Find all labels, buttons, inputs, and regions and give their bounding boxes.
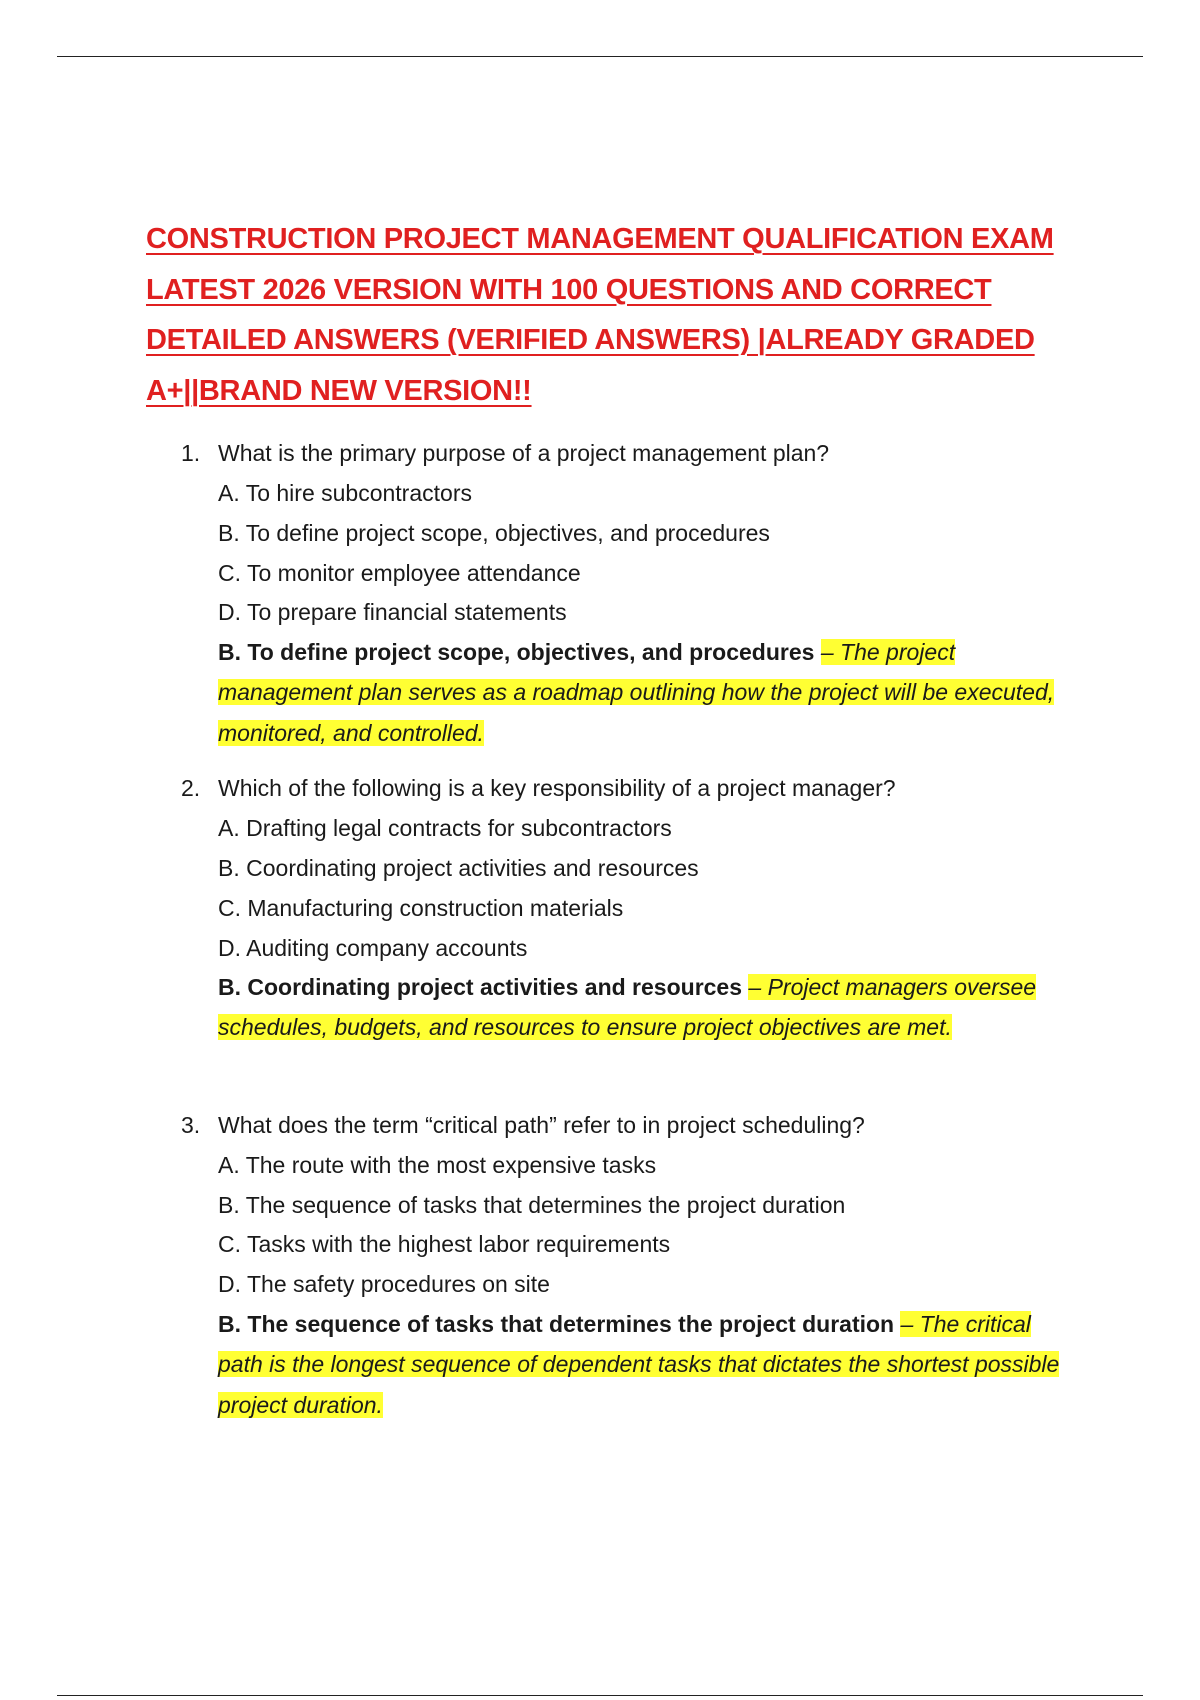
correct-answer: B. Coordinating project activities and resources [218,974,743,1000]
option-d: D. To prepare financial statements [218,599,567,625]
option-b: B. To define project scope, objectives, and procedures [218,520,770,546]
answer-explanation: – The critical path is the longest sequence of dependent tasks that dictates the shortest possible project duration. [218,1311,1060,1418]
option-b: B. Coordinating project activities and resources [218,855,699,881]
answer-explanation: – Project managers oversee schedules, budgets, and resources to ensure project objectives are met. [218,974,1037,1041]
option-d: D. Auditing company accounts [218,935,528,961]
option-d: D. The safety procedures on site [218,1271,550,1297]
option-b: B. The sequence of tasks that determines the project duration [218,1192,846,1218]
answer-block [218,632,1078,753]
option-c: C. Tasks with the highest labor requirements [218,1231,671,1257]
question-number: 1. [181,440,201,466]
option-c: C. To monitor employee attendance [218,560,581,586]
document-title: CONSTRUCTION PROJECT MANAGEMENT QUALIFICATION EXAM LATEST 2026 VERSION WITH 100 QUESTIONS AND CORRECT DETAILED ANSWERS (VERIFIED ANSWERS) |ALREADY GRADED A+||BRAND NEW VERSION!! [146,223,1054,407]
correct-answer: B. The sequence of tasks that determines the project duration [218,1311,895,1337]
correct-answer: B. To define project scope, objectives, and procedures [218,639,815,665]
answer-block [218,967,1078,1048]
answer-block [218,1304,1078,1425]
top-rule [57,56,1143,57]
question-text: Which of the following is a key responsibility of a project manager? [218,775,896,801]
option-c: C. Manufacturing construction materials [218,895,624,921]
bottom-rule [57,1695,1143,1696]
question-number: 2. [181,775,201,801]
option-a: A. The route with the most expensive tasks [218,1152,657,1178]
question-text: What is the primary purpose of a project management plan? [218,440,830,466]
question-text: What does the term “critical path” refer to in project scheduling? [218,1112,865,1138]
answer-explanation: – The project management plan serves as a roadmap outlining how the project will be executed, monitored, and controlled. [218,639,1055,746]
option-a: A. To hire subcontractors [218,480,472,506]
question-number: 3. [181,1112,201,1138]
option-a: A. Drafting legal contracts for subcontractors [218,815,672,841]
